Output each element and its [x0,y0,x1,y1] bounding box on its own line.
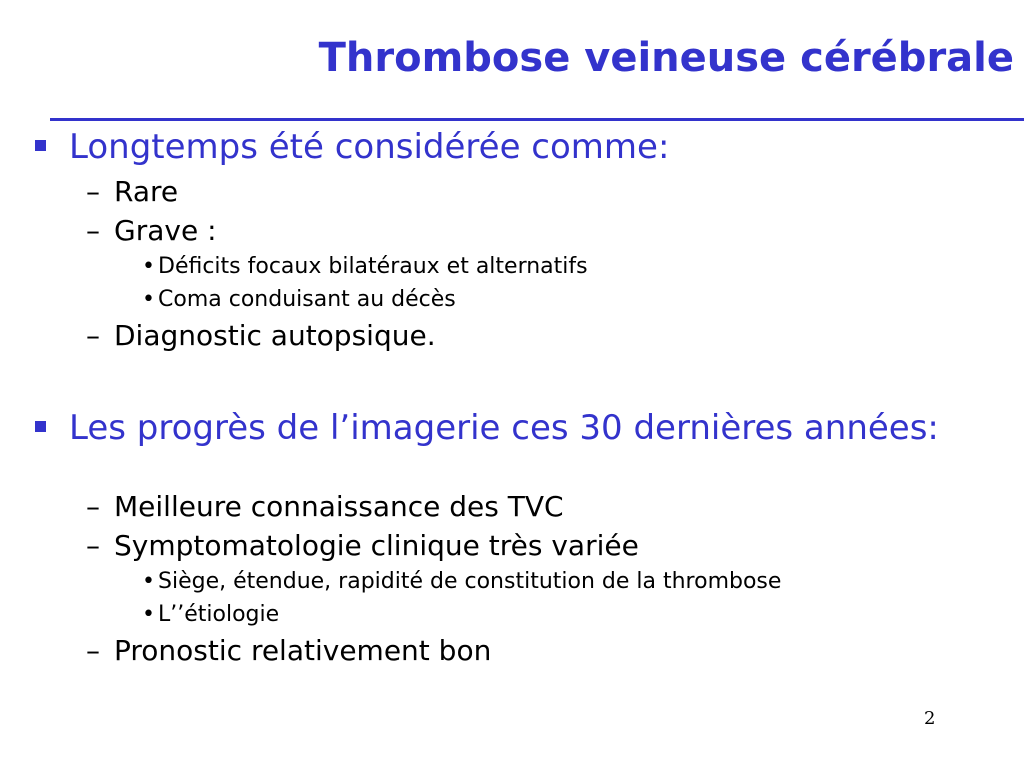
bullet-level3 [34,283,1004,316]
square-bullet-icon [35,421,46,432]
dash-icon: – [86,490,100,523]
slide-content [34,126,1004,670]
bullet-text: Rare [114,175,179,208]
dash-icon: – [86,634,100,667]
square-bullet-icon [35,140,46,151]
dash-icon: – [86,214,100,247]
dot-bullet-icon: • [142,602,155,627]
bullet-level2 [34,631,1004,670]
slide-number: 2 [924,708,936,729]
section-1 [34,126,1004,355]
dot-bullet-icon: • [142,287,155,312]
bullet-level2 [34,316,1004,355]
title-underline [50,118,1024,121]
bullet-text: Coma conduisant au décès [158,287,456,312]
section-2 [34,407,1004,670]
bullet-text: Diagnostic autopsique. [114,319,436,352]
bullet-text: Déficits focaux bilatéraux et alternatifs [158,254,588,279]
bullet-text: Siège, étendue, rapidité de constitution de la thrombose [158,569,782,594]
bullet-level1 [34,407,1004,487]
slide-title: Thrombose veineuse cérébrale [318,35,1014,81]
dash-icon: – [86,175,100,208]
dash-icon: – [86,319,100,352]
bullet-text: Meilleure connaissance des TVC [114,490,564,523]
dot-bullet-icon: • [142,254,155,279]
bullet-level2 [34,211,1004,250]
bullet-text: Grave : [114,214,217,247]
bullet-level1 [34,126,1004,172]
bullet-level3 [34,250,1004,283]
dash-icon: – [86,529,100,562]
bullet-text: Symptomatologie clinique très variée [114,529,639,562]
bullet-text: L’’étiologie [158,602,280,627]
bullet-level2 [34,526,1004,565]
bullet-level3 [34,565,1004,598]
bullet-level3 [34,598,1004,631]
bullet-text: Les progrès de l’imagerie ces 30 dernières années: [69,408,939,448]
bullet-level2 [34,487,1004,526]
bullet-text: Pronostic relativement bon [114,634,492,667]
bullet-level2 [34,172,1004,211]
bullet-text: Longtemps été considérée comme: [69,127,670,167]
dot-bullet-icon: • [142,569,155,594]
